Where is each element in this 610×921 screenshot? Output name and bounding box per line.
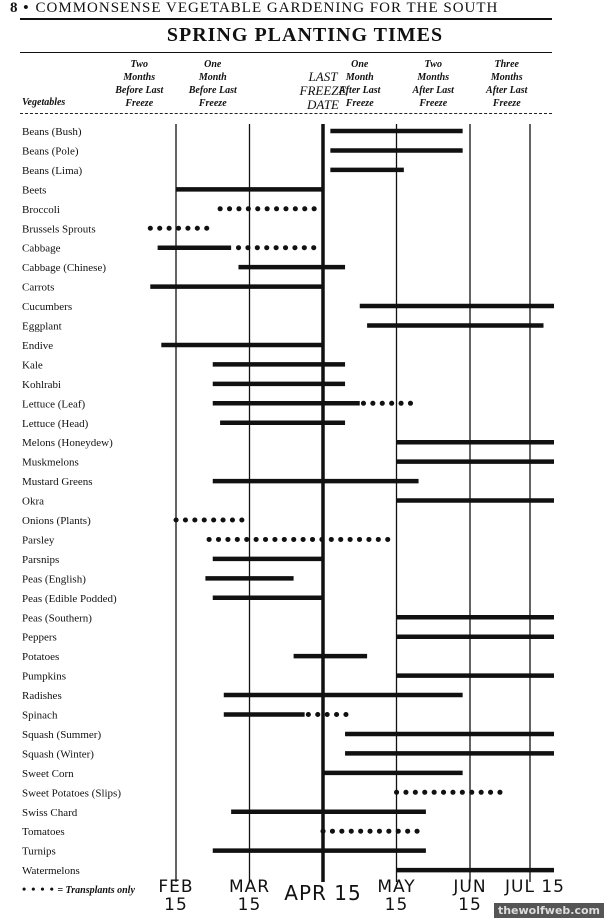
row-label: Potatoes — [22, 651, 60, 664]
page-number: 8 • — [10, 0, 30, 16]
row-label: Melons (Honeydew) — [22, 437, 113, 450]
row-label: Beans (Lima) — [22, 164, 83, 177]
row-label: Swiss Chard — [22, 806, 78, 819]
row-label: Watermelons — [22, 865, 80, 878]
row-label: Sweet Corn — [22, 767, 74, 780]
running-title: COMMONSENSE VEGETABLE GARDENING FOR THE SOUTH — [35, 0, 499, 16]
row-label: Muskmelons — [22, 456, 79, 469]
row-label: Kale — [22, 359, 43, 372]
row-label: Kohlrabi — [22, 378, 62, 391]
row-label: Beets — [22, 184, 47, 197]
row-label: Cabbage — [22, 242, 61, 255]
watermark: thewolfweb.com — [494, 903, 604, 918]
chart-title: SPRING PLANTING TIMES — [166, 24, 444, 46]
row-label: Pumpkins — [22, 670, 67, 683]
row-label: Parsnips — [22, 553, 60, 566]
row-label: Radishes — [22, 690, 62, 703]
handwritten-date-jul: JUL 15 — [505, 877, 565, 897]
handwritten-date-mar: MAR 15 — [228, 877, 271, 915]
row-label: Beans (Pole) — [22, 145, 79, 158]
column-header-two-months-before: Two Months Before Last Freeze — [115, 59, 164, 109]
row-label: Brussels Sprouts — [22, 223, 96, 236]
row-label: Beans (Bush) — [22, 126, 82, 138]
legend — [22, 882, 135, 897]
row-label: Tomatoes — [22, 826, 65, 839]
row-label: Squash (Winter) — [22, 748, 94, 761]
row-label: Lettuce (Leaf) — [22, 398, 86, 411]
row-label: Cabbage (Chinese) — [22, 262, 106, 275]
row-label: Peppers — [22, 631, 57, 644]
row-label: Endive — [22, 339, 54, 352]
row-label: Mustard Greens — [22, 476, 93, 489]
column-header-one-month-before: One Month Before Last Freeze — [188, 59, 237, 109]
column-header-two-months-after: Two Months After Last Freeze — [412, 59, 454, 109]
row-label: Peas (English) — [22, 573, 86, 586]
handwritten-date-may: MAY 15 — [377, 877, 416, 915]
row-label: Sweet Potatoes (Slips) — [22, 787, 121, 800]
row-label: Turnips — [22, 845, 56, 858]
column-header-last-freeze-date: LAST FREEZE DATE — [299, 69, 347, 112]
row-label: Cucumbers — [22, 301, 73, 314]
handwritten-date-apr: APR 15 — [284, 881, 362, 905]
row-label: Onions (Plants) — [22, 515, 91, 527]
row-label: Lettuce (Head) — [22, 417, 89, 430]
row-label: Broccoli — [22, 203, 60, 216]
row-label: Peas (Southern) — [22, 612, 92, 625]
legend-label: = Transplants only — [57, 885, 135, 896]
column-header-one-month-after: One Month After Last Freeze — [339, 59, 381, 109]
row-label: Carrots — [22, 281, 55, 294]
row-label: Okra — [22, 495, 44, 508]
vegetables-column-header: Vegetables — [22, 97, 66, 108]
handwritten-date-feb: FEB 15 — [158, 877, 194, 915]
row-label: Peas (Edible Podded) — [22, 592, 117, 605]
row-label: Eggplant — [22, 320, 62, 333]
row-label: Spinach — [22, 709, 58, 722]
row-label: Parsley — [22, 534, 55, 547]
column-header-three-months-after: Three Months After Last Freeze — [486, 59, 528, 109]
legend-dotted-sample: • • • • — [22, 882, 55, 896]
handwritten-date-jun: JUN 15 — [453, 877, 487, 915]
row-label: Squash (Summer) — [22, 728, 102, 741]
